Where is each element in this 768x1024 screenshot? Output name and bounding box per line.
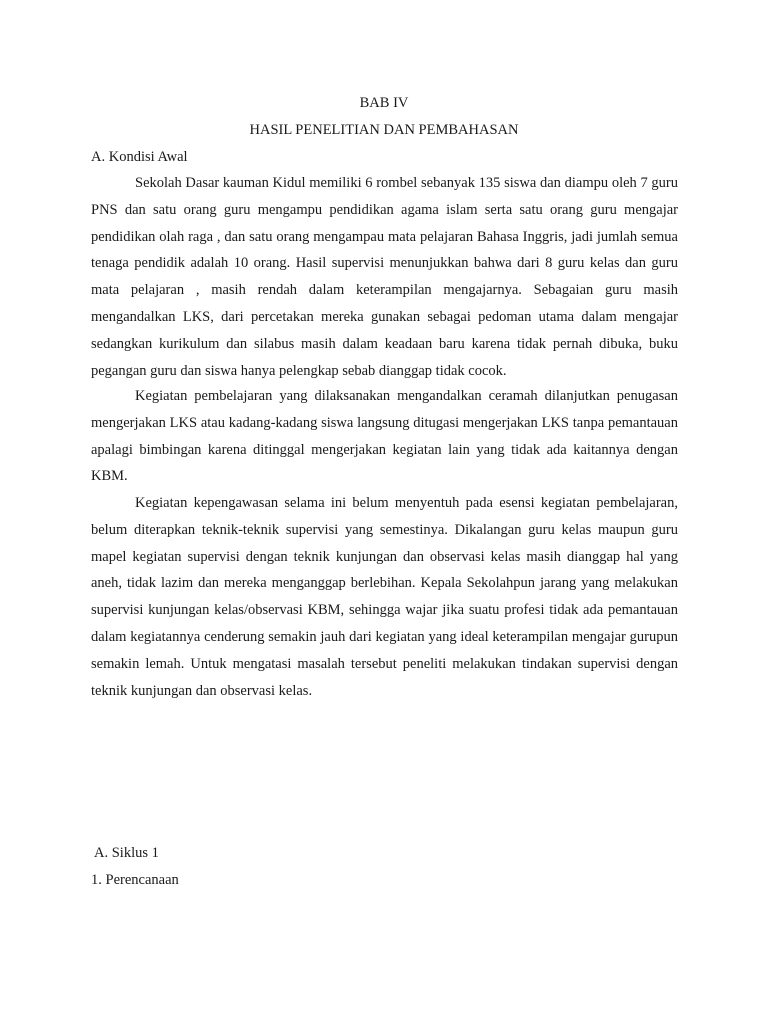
subsection-perencanaan-heading: 1. Perencanaan — [91, 872, 179, 888]
chapter-number: BAB IV — [359, 95, 409, 111]
chapter-title: HASIL PENELITIAN DAN PEMBAHASAN — [249, 122, 519, 138]
paragraph-kondisi-awal-3: Kegiatan kepengawasan selama ini belum menyentuh pada esensi kegiatan pembelajaran, belum diterapkan teknik-teknik supervisi yang semestinya. Dikalangan guru kelas maupun guru mapel kegiatan supervisi dengan teknik kunjungan dan observasi kelas masih dianggap hal yang aneh, tidak lazim dan mereka menganggap berlebihan. Kepala Sekolahpun jarang yang melakukan supervisi kunjungan kelas/observasi KBM, sehingga wajar jika suatu profesi tidak ada pemantauan dalam kegiatannya cenderung semakin jauh dari kegiatan yang ideal keterampilan mengajar gurupun semakin lemah. Untuk mengatasi masalah tersebut peneliti melakukan tindakan supervisi dengan teknik kunjungan dan observasi kelas. — [91, 495, 678, 699]
section-siklus-1-heading: A. Siklus 1 — [94, 845, 159, 861]
section-kondisi-awal-heading: A. Kondisi Awal — [91, 149, 188, 165]
paragraph-kondisi-awal-2: Kegiatan pembelajaran yang dilaksanakan mengandalkan ceramah dilanjutkan penugasan mengerjakan LKS atau kadang-kadang siswa langsung ditugasi mengerjakan LKS tanpa pemantauan apalagi bimbingan karena ditinggal mengerjakan kegiatan lain yang tidak ada kaitannya dengan KBM. — [91, 388, 678, 485]
paragraph-kondisi-awal-1: Sekolah Dasar kauman Kidul memiliki 6 rombel sebanyak 135 siswa dan diampu oleh 7 guru PNS dan satu orang guru mengampu pendidikan agama islam serta satu orang guru mengajar pendidikan olah raga , dan satu orang mengampau mata pelajaran Bahasa Inggris, jadi jumlah semua tenaga pendidik adalah 10 orang. Hasil supervisi menunjukkan bahwa dari 8 guru kelas dan guru mata pelajaran , masih rendah dalam keterampilan mengajarnya. Sebagaian guru masih mengandalkan LKS, dari percetakan mereka gunakan sebagai pedoman utama dalam mengajar sedangkan kurikulum dan silabus masih dalam keadaan baru karena tidak pernah dibuka, buku pegangan guru dan siswa hanya pelengkap sebab dianggap tidak cocok. — [91, 175, 678, 379]
